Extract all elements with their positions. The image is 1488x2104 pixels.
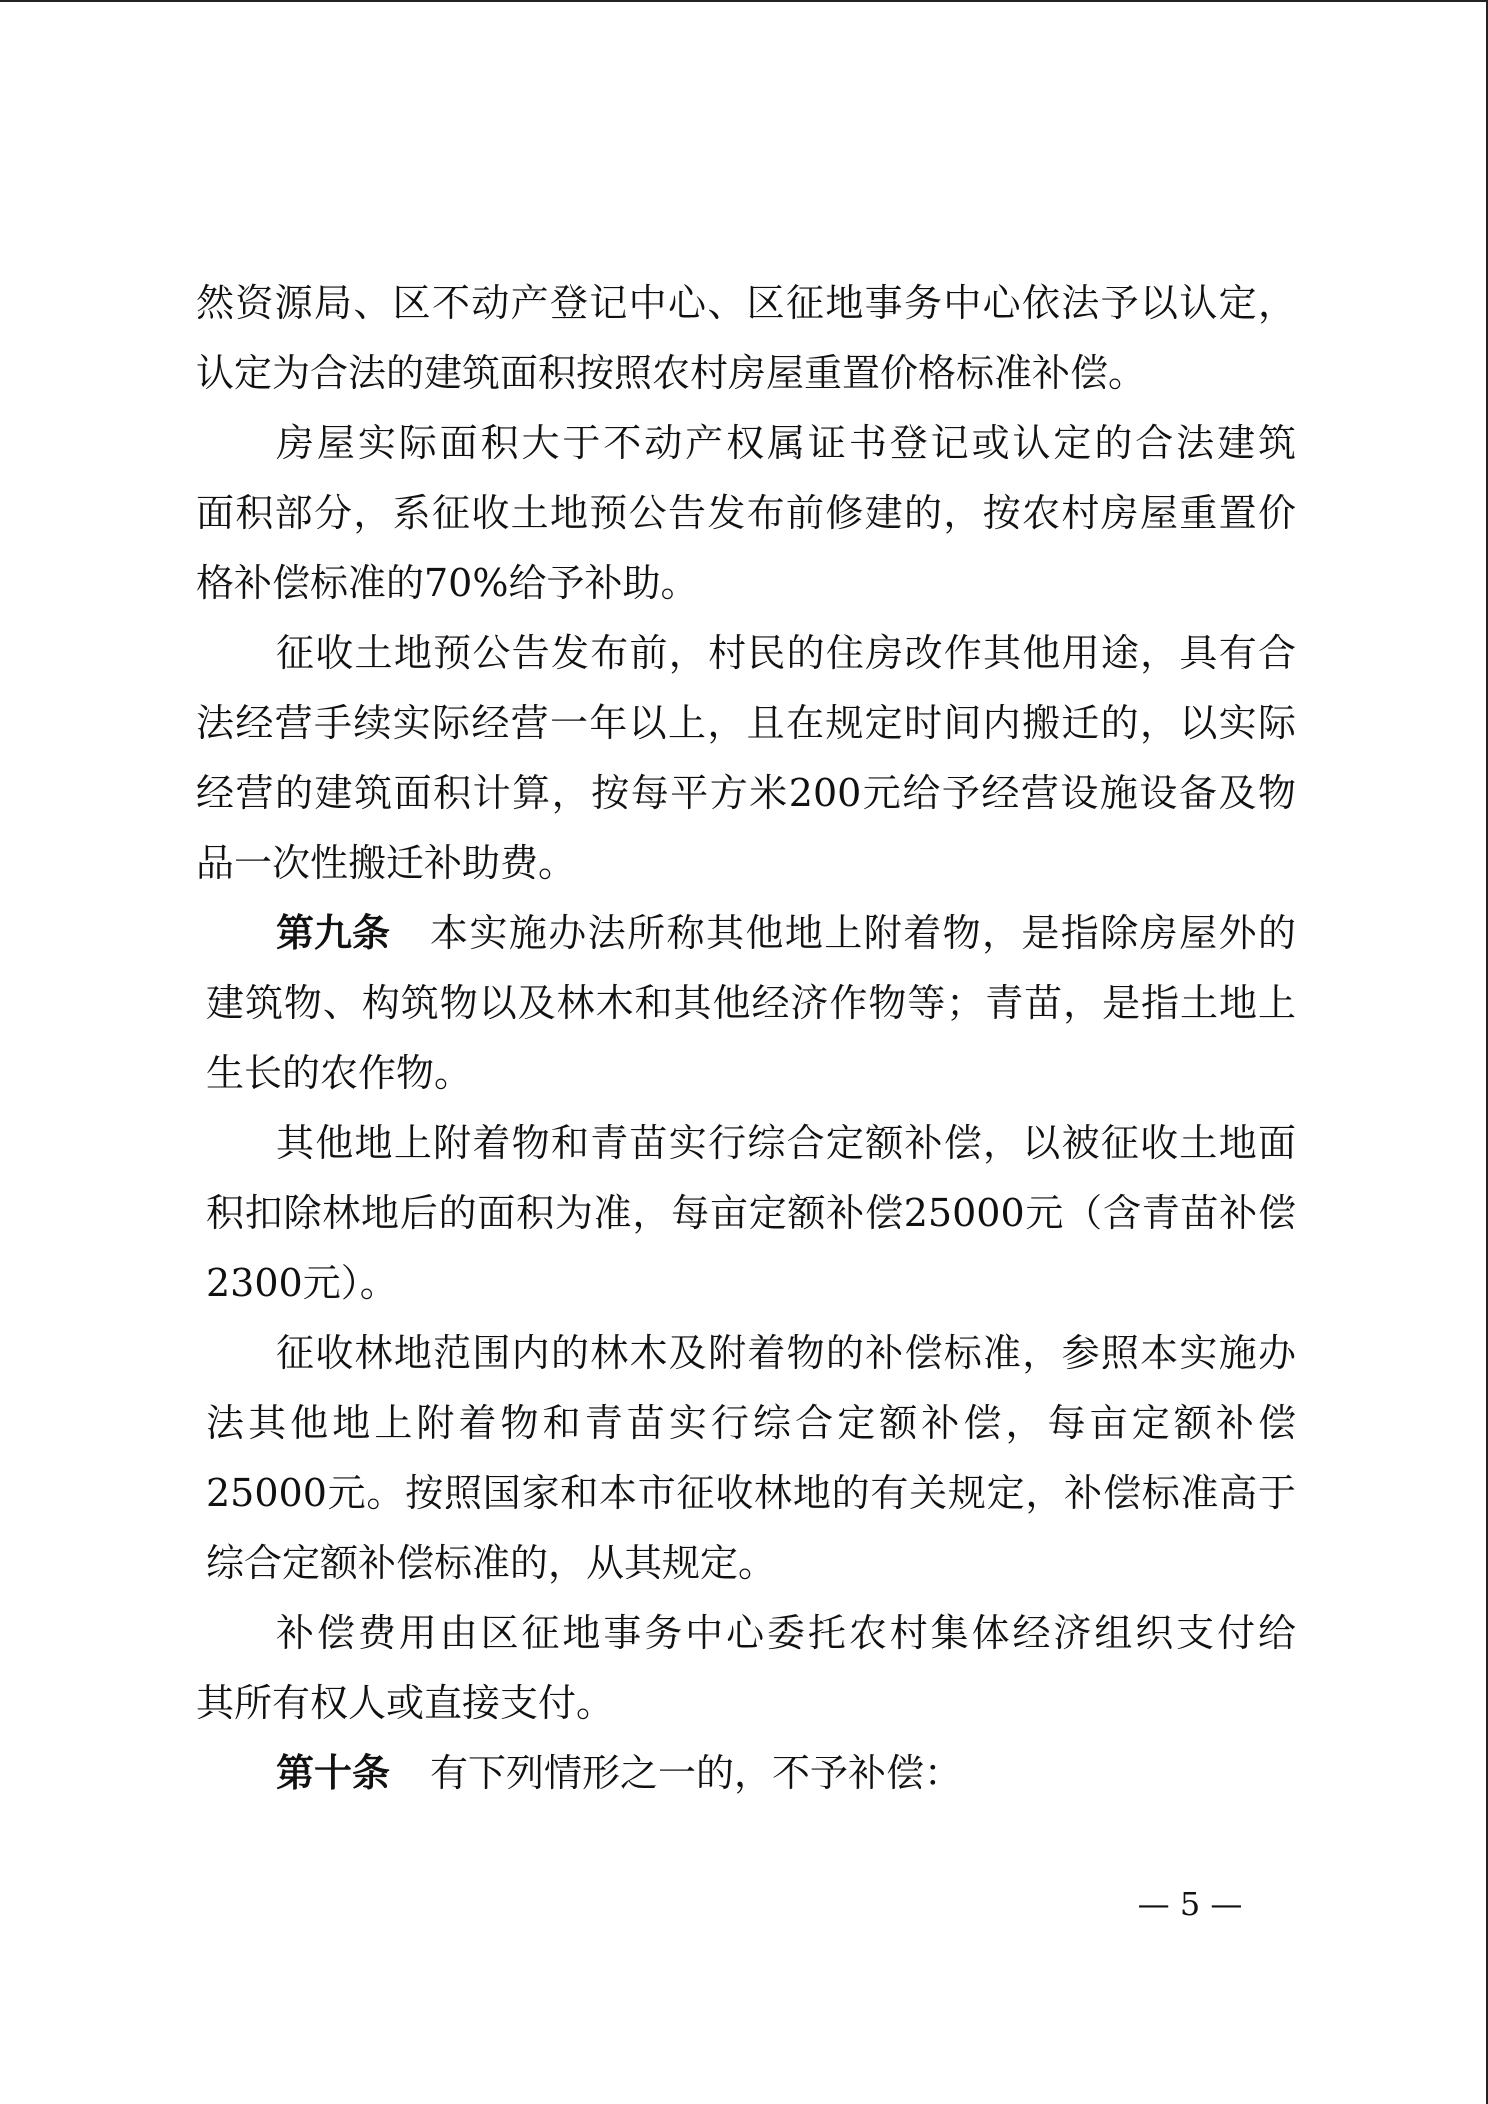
text-line: 品一次性搬迁补助费。	[196, 841, 577, 885]
article-9-line	[276, 898, 1296, 968]
text-line: 其所有权人或直接支付。	[196, 1681, 615, 1725]
text-line: 格补偿标准的70%给予补助。	[196, 561, 699, 605]
text-line: 生长的农作物。	[206, 1051, 473, 1095]
article-label: 第十条	[276, 1750, 391, 1795]
text-line: 房屋实际面积大于不动产权属证书登记或认定的合法建筑	[276, 421, 1296, 465]
page-number: — 5 —	[1137, 1885, 1243, 1923]
text-line: 综合定额补偿标准的，从其规定。	[206, 1541, 777, 1585]
article-label: 第九条	[276, 910, 391, 955]
text-line: 法经营手续实际经营一年以上，且在规定时间内搬迁的，以实际	[196, 701, 1296, 745]
text-line: 征收土地预公告发布前，村民的住房改作其他用途，具有合	[276, 631, 1296, 675]
text-line: 25000元。按照国家和本市征收林地的有关规定，补偿标准高于	[206, 1471, 1296, 1515]
text-line: 本实施办法所称其他地上附着物，是指除房屋外的	[430, 911, 1296, 955]
text-line: 认定为合法的建筑面积按照农村房屋重置价格标准补偿。	[196, 351, 1147, 395]
text-line: 建筑物、构筑物以及林木和其他经济作物等；青苗，是指土地上	[206, 981, 1296, 1025]
text-line: 法其他地上附着物和青苗实行综合定额补偿，每亩定额补偿	[206, 1401, 1296, 1445]
page-border-top	[0, 0, 1488, 2]
text-line: 积扣除林地后的面积为准，每亩定额补偿25000元（含青苗补偿	[206, 1191, 1296, 1235]
text-line: 其他地上附着物和青苗实行综合定额补偿，以被征收土地面	[276, 1121, 1296, 1165]
article-10-line	[276, 1738, 1296, 1808]
text-line: 面积部分，系征收土地预公告发布前修建的，按农村房屋重置价	[196, 491, 1296, 535]
text-line: 征收林地范围内的林木及附着物的补偿标准，参照本实施办	[276, 1331, 1296, 1375]
text-line: 补偿费用由区征地事务中心委托农村集体经济组织支付给	[276, 1611, 1296, 1655]
text-line: 有下列情形之一的，不予补偿：	[430, 1751, 963, 1795]
text-line: 经营的建筑面积计算，按每平方米200元给予经营设施设备及物	[196, 771, 1296, 815]
text-line: 2300元）。	[206, 1261, 398, 1305]
text-line: 然资源局、区不动产登记中心、区征地事务中心依法予以认定，	[196, 281, 1296, 325]
